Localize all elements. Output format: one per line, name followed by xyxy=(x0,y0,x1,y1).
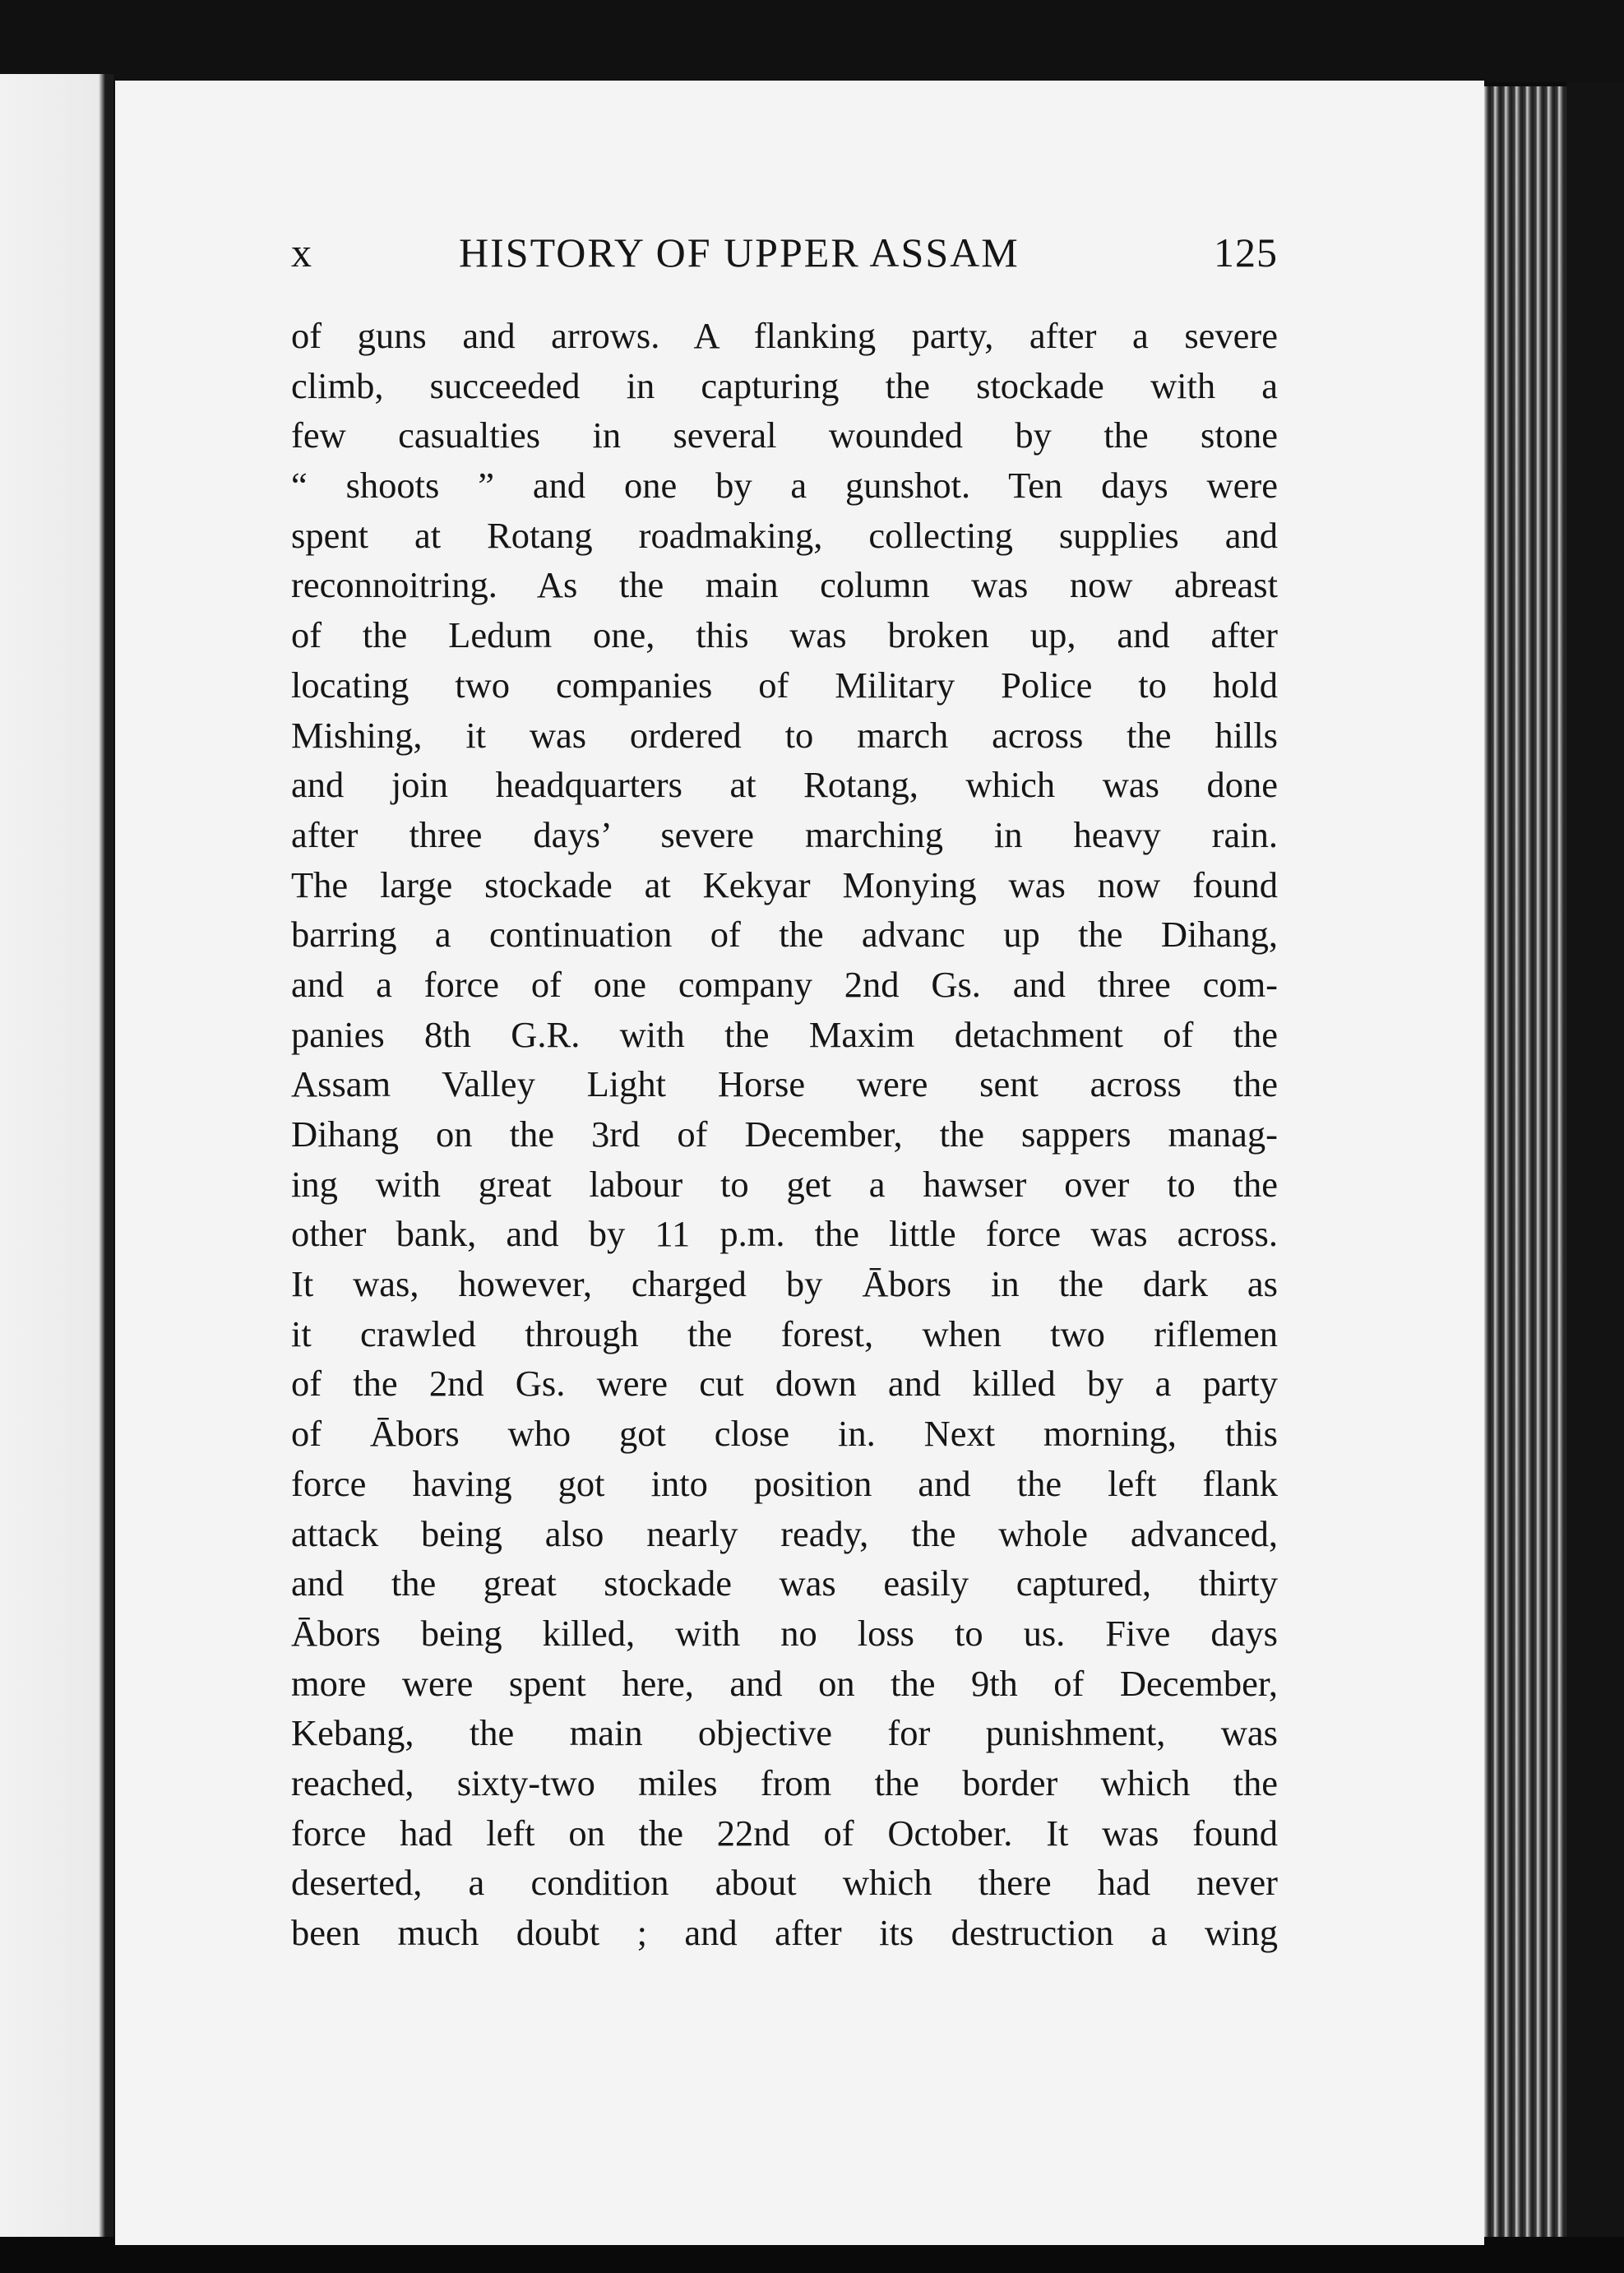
text-line: spent at Rotang roadmaking, collecting supplies and xyxy=(291,514,1278,556)
text-line: attack being also nearly ready, the whole advanced, xyxy=(291,1512,1278,1554)
text-line: Dihang on the 3rd of December, the sappers manag- xyxy=(291,1113,1278,1155)
text-line: reached, sixty-two miles from the border which the xyxy=(291,1761,1278,1803)
text-line: of Ābors who got close in. Next morning, this xyxy=(291,1413,1278,1455)
chapter-number: x xyxy=(291,229,312,275)
text-line: after three days’ severe marching in heavy rain. xyxy=(291,813,1278,855)
text-line: and a force of one company 2nd Gs. and three com- xyxy=(291,963,1278,1005)
text-line: force having got into position and the left flank xyxy=(291,1462,1278,1504)
text-line: few casualties in several wounded by the stone xyxy=(291,414,1278,456)
text-line: It was, however, charged by Ābors in the dark as xyxy=(291,1263,1278,1305)
running-head xyxy=(291,229,1278,286)
text-line: other bank, and by 11 p.m. the little force was across. xyxy=(291,1213,1278,1255)
text-line: “ shoots ” and one by a gunshot. Ten days were xyxy=(291,465,1278,507)
page-stack-edge xyxy=(1480,86,1571,2241)
text-line: Kebang, the main objective for punishment, was xyxy=(291,1712,1278,1754)
text-line: and join headquarters at Rotang, which was done xyxy=(291,764,1278,806)
text-line: Mishing, it was ordered to march across the hills xyxy=(291,714,1278,756)
text-line: and the great stockade was easily captured, thirty xyxy=(291,1562,1278,1604)
body-text xyxy=(291,311,1278,1958)
text-line: it crawled through the forest, when two riflemen xyxy=(291,1312,1278,1354)
text-line: Assam Valley Light Horse were sent across the xyxy=(291,1063,1278,1105)
text-line: climb, succeeded in capturing the stockade with a xyxy=(291,364,1278,406)
text-line: of guns and arrows. A flanking party, after a severe xyxy=(291,315,1278,356)
text-line: locating two companies of Military Police to hold xyxy=(291,664,1278,706)
text-line: been much doubt ; and after its destruction a wing xyxy=(291,1912,1278,1953)
text-line: The large stockade at Kekyar Monying was now found xyxy=(291,863,1278,905)
text-line: Ābors being killed, with no loss to us. Five days xyxy=(291,1612,1278,1654)
text-line: force had left on the 22nd of October. It was found xyxy=(291,1812,1278,1854)
text-line: reconnoitring. As the main column was now abreast xyxy=(291,564,1278,606)
text-line: deserted, a condition about which there had never xyxy=(291,1862,1278,1904)
text-line: barring a continuation of the advanc up the Dihang, xyxy=(291,914,1278,956)
scan-top-border xyxy=(0,0,1624,82)
text-line: ing with great labour to get a hawser over to the xyxy=(291,1163,1278,1205)
facing-page-edge xyxy=(0,74,111,2245)
text-line: of the Ledum one, this was broken up, and after xyxy=(291,614,1278,656)
text-line: panies 8th G.R. with the Maxim detachment of the xyxy=(291,1013,1278,1055)
page-number: 125 xyxy=(1214,229,1278,275)
running-title: HISTORY OF UPPER ASSAM xyxy=(459,229,1020,275)
binding-shadow xyxy=(105,74,113,2245)
scan-right-border xyxy=(1566,82,1624,2253)
text-line: more were spent here, and on the 9th of December, xyxy=(291,1662,1278,1704)
text-line: of the 2nd Gs. were cut down and killed by a party xyxy=(291,1363,1278,1405)
